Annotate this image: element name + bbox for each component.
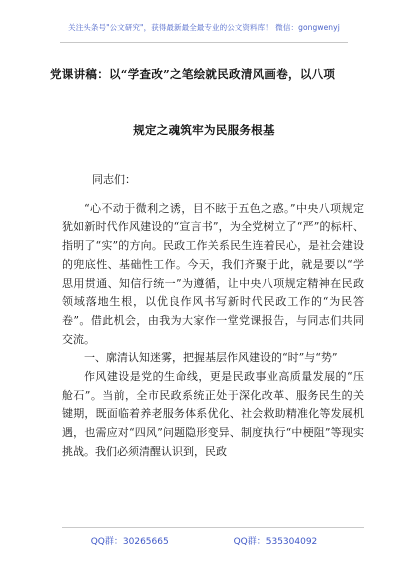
document-title-line2: 规定之魂筑牢为民服务根基 [133,123,275,137]
footer-qq-group-1: QQ群：30265665 [90,537,169,547]
body-paragraph: 作风建设是党的生命线，更是民政事业高质量发展的“压舱石”。当前，全市民政系统正处于深化改革、服务民生的关键期，既面临着养老服务体系优化、社会救助精准化等发展机遇，也需应对“四风”问题隐形变异、制度执行“中梗阻”等现实挑战。我们必须清醒认识到，民政 [62,370,364,458]
salutation: 同志们： [92,173,136,186]
document-body [62,171,364,462]
section-heading: 一、廓清认知迷雾，把握基层作风建设的“时”与“势” [84,351,338,365]
header-divider [60,42,348,43]
footer-qq-group-2: QQ群：535304092 [233,537,318,547]
body-paragraph: “心不动于微利之诱，目不眩于五色之惑。”中央八项规定犹如新时代作风建设的“宣言书”，为全党树立了“严”的标杆、指明了“实”的方向。民政工作关系民生连着民心，是社会建设的兜底性、基础性工作。今天，我们齐聚于此，就是要以“学思用贯通、知信行统一”为遵循，让中央八项规定精神在民政领域落地生根，以优良作风书写新时代民政工作的“为民答卷”。借此机会，由我为大家作一堂党课报告，与同志们共同交流。 [62,201,364,346]
document-title-line1: 党课讲稿：以“学查改”之笔绘就民政清风画卷，以八项 [50,67,336,81]
footer [0,534,408,547]
footer-divider [62,527,364,528]
header-banner: 关注头条号"公文研究"，获得最新最全最专业的公文资料库！ 微信：gongwenyj [68,23,340,32]
